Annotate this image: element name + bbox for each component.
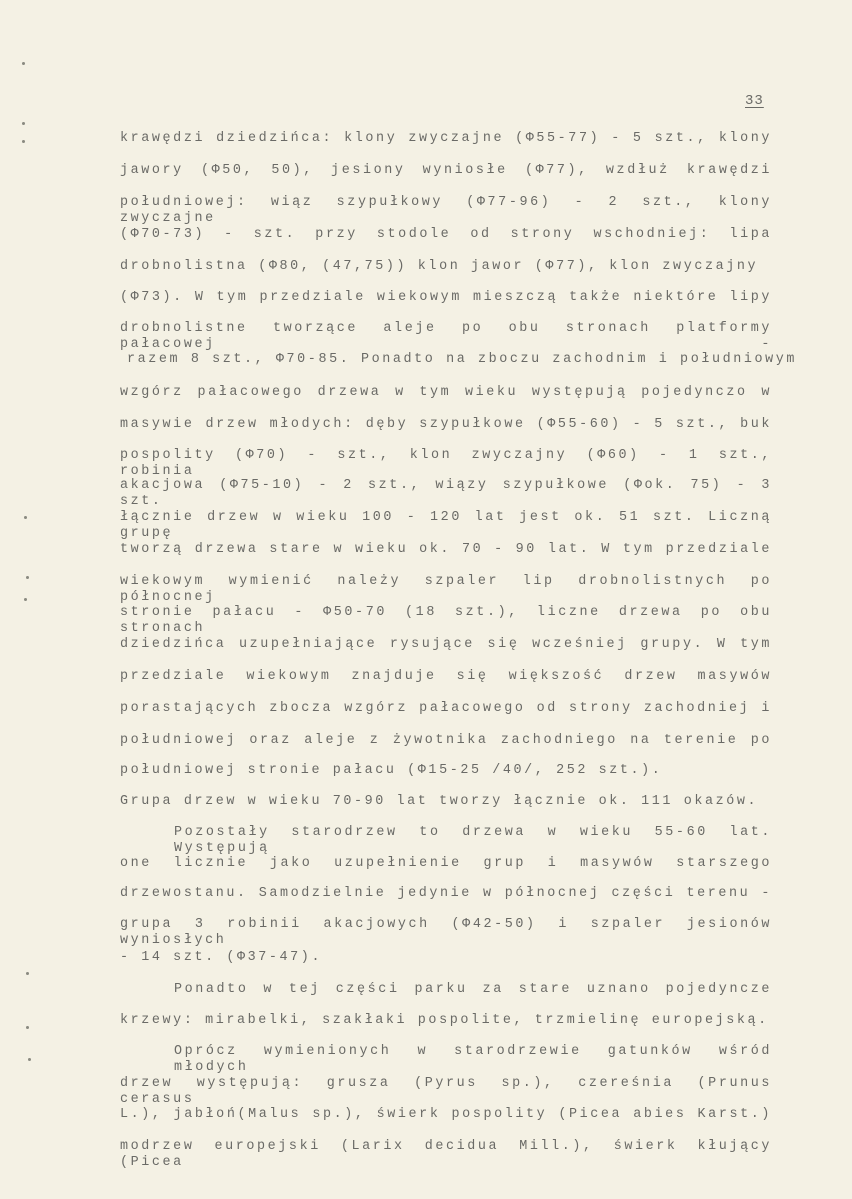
text-line: krzewy: mirabelki, szakłaki pospolite, trzmielinę europejską. [120,1013,769,1028]
text-line: L.), jabłoń(Malus sp.), świerk pospolity (Picea abies Karst.) [120,1107,772,1122]
text-line: łącznie drzew w wieku 100 - 120 lat jest ok. 51 szt. Liczną grupę [120,510,772,541]
text-line: tworzą drzewa stare w wieku ok. 70 - 90 lat. W tym przedziale [120,542,772,557]
margin-mark [22,140,25,143]
text-line: (Φ73). W tym przedziale wiekowym mieszczą także niektóre lipy [120,290,772,305]
text-line: modrzew europejski (Larix decidua Mill.), świerk kłujący (Picea [120,1139,772,1170]
text-line: południowej oraz aleje z żywotnika zachodniego na terenie po [120,733,772,748]
text-line: grupa 3 robinii akacjowych (Φ42-50) i szpaler jesionów wyniosłych [120,917,772,948]
text-line: drzew występują: grusza (Pyrus sp.), czereśnia (Prunus cerasus [120,1076,772,1107]
margin-mark [22,62,25,65]
text-line: drobnolistne tworzące aleje po obu stronach platformy pałacowej - [120,321,772,352]
margin-mark [26,576,29,579]
page-number: 33 [745,93,764,109]
text-line: przedziale wiekowym znajduje się większość drzew masywów [120,669,772,684]
text-line: drzewostanu. Samodzielnie jedynie w północnej części terenu - [120,886,772,901]
text-line: porastających zbocza wzgórz pałacowego od strony zachodniej i [120,701,772,716]
margin-mark [26,972,29,975]
text-line: akacjowa (Φ75-10) - 2 szt., wiązy szypułkowe (Φok. 75) - 3 szt. [120,478,772,509]
margin-mark [24,516,27,519]
text-line: jawory (Φ50, 50), jesiony wyniosłe (Φ77), wzdłuż krawędzi [120,163,772,178]
text-line: krawędzi dziedzińca: klony zwyczajne (Φ55-77) - 5 szt., klony [120,131,772,146]
text-line: - 14 szt. (Φ37-47). [120,950,323,965]
margin-mark [26,1026,29,1029]
text-line: Ponadto w tej części parku za stare uznano pojedyncze [174,982,772,997]
margin-mark [22,122,25,125]
text-line: stronie pałacu - Φ50-70 (18 szt.), liczne drzewa po obu stronach [120,605,772,636]
text-line: (Φ70-73) - szt. przy stodole od strony wschodniej: lipa [120,227,772,242]
margin-mark [28,1058,31,1061]
text-line: Grupa drzew w wieku 70-90 lat tworzy łącznie ok. 111 okazów. [120,794,759,809]
text-line: one licznie jako uzupełnienie grup i masywów starszego [120,856,772,871]
margin-mark [24,598,27,601]
text-line: razem 8 szt., Φ70-85. Ponadto na zboczu zachodnim i południowym [127,352,798,367]
text-line: dziedzińca uzupełniające rysujące się wcześniej grupy. W tym [120,637,772,652]
text-line: południowej: wiąz szypułkowy (Φ77-96) - 2 szt., klony zwyczajne [120,195,772,226]
text-line: pospolity (Φ70) - szt., klon zwyczajny (Φ60) - 1 szt., robinia [120,448,772,479]
text-line: wzgórz pałacowego drzewa w tym wieku występują pojedynczo w [120,385,772,400]
text-line: masywie drzew młodych: dęby szypułkowe (Φ55-60) - 5 szt., buk [120,417,772,432]
text-line: drobnolistna (Φ80, (47,75)) klon jawor (Φ77), klon zwyczajny [120,259,759,274]
text-line: południowej stronie pałacu (Φ15-25 /40/, 252 szt.). [120,763,663,778]
text-line: Oprócz wymienionych w starodrzewie gatunków wśród młodych [174,1044,772,1075]
text-line: Pozostały starodrzew to drzewa w wieku 55-60 lat. Występują [174,825,772,856]
text-line: wiekowym wymienić należy szpaler lip drobnolistnych po północnej [120,574,772,605]
